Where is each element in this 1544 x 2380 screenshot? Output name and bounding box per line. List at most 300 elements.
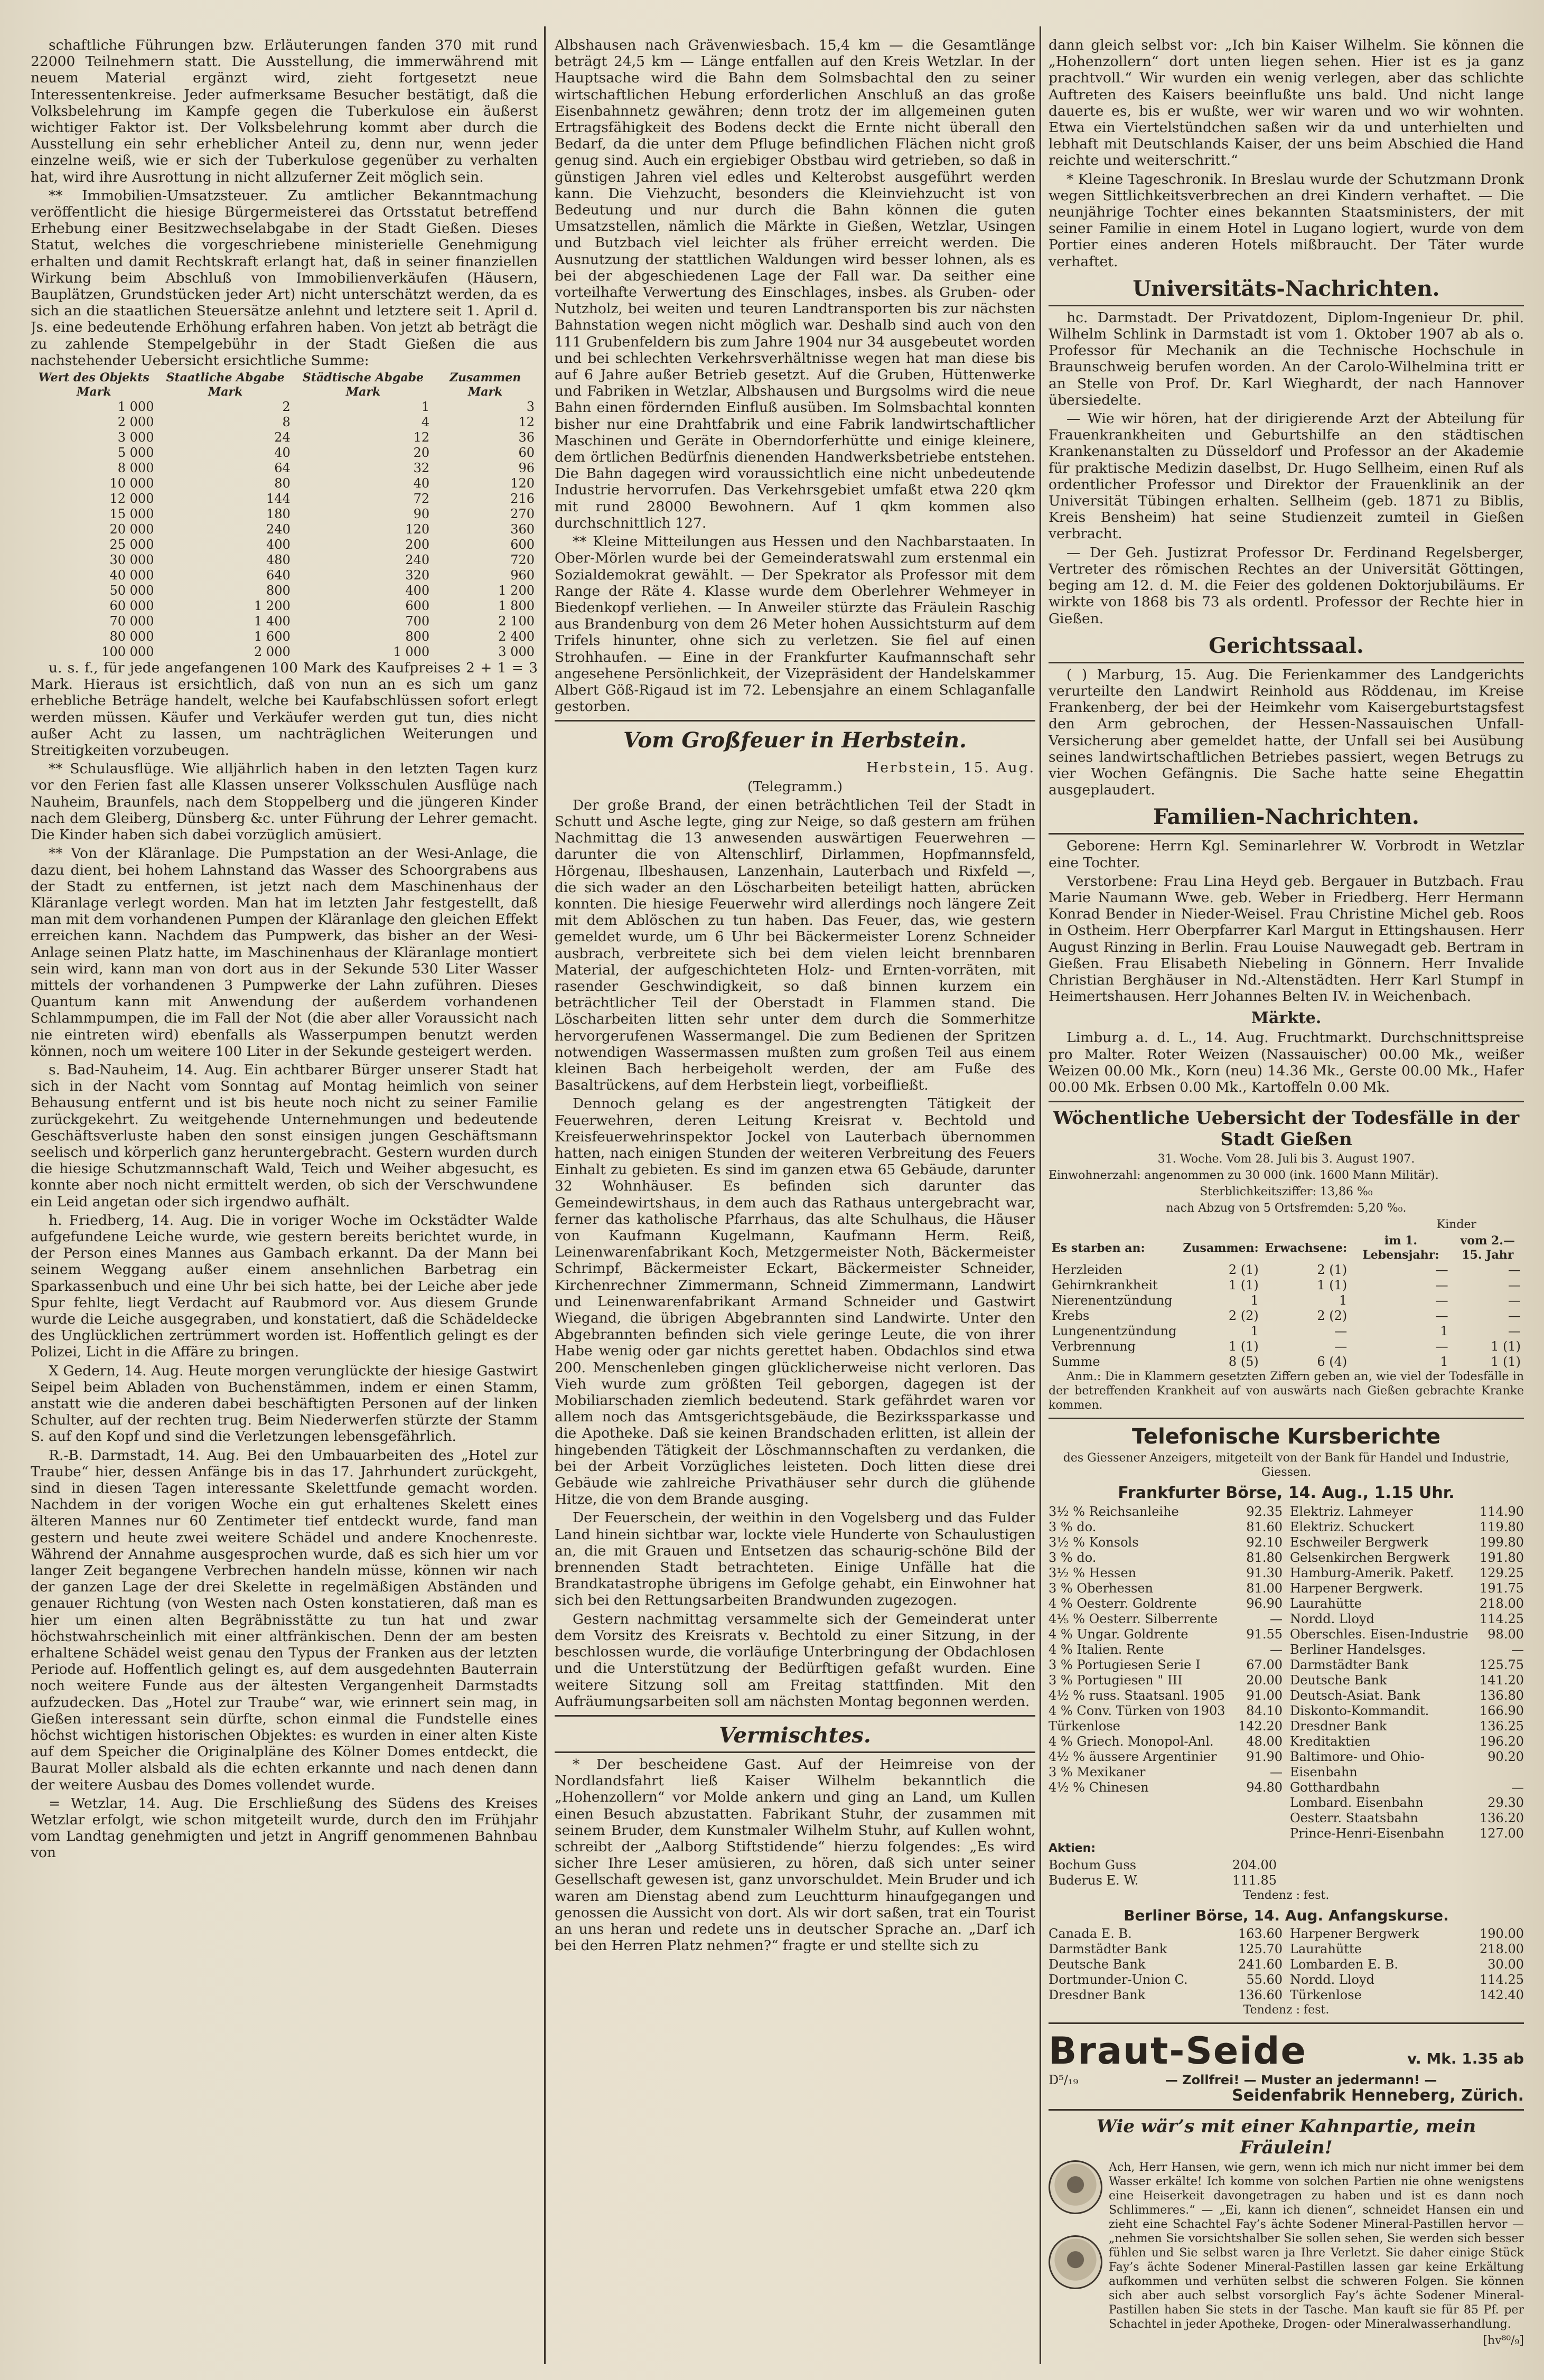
aktien-title: Aktien: (1049, 1842, 1096, 1856)
table-cell: 1 000 (393, 644, 430, 660)
quote-value: 166.90 (1480, 1703, 1524, 1719)
table-cell: 20 000 (109, 522, 154, 537)
quote-value: 142.20 (1238, 1719, 1283, 1734)
quote-name: Gelsenkirchen Bergwerk (1290, 1550, 1450, 1566)
table-cell: — (1508, 1324, 1521, 1339)
portrait-illustration-icon (1049, 2235, 1102, 2289)
portrait-illustration-icon (1049, 2160, 1102, 2214)
table-cell: 40 (274, 445, 291, 461)
table-cell: — (1334, 1339, 1348, 1354)
table-cell: 2 (282, 399, 291, 415)
quote-row (1290, 1535, 1524, 1550)
quote-row (1290, 1811, 1524, 1826)
quote-name: 3 % do. (1049, 1520, 1097, 1535)
quote-value: 125.75 (1480, 1657, 1524, 1673)
quote-value: 67.00 (1246, 1657, 1283, 1673)
table-cell: — (1435, 1262, 1448, 1278)
quote-name: Oesterr. Staatsbahn (1290, 1811, 1418, 1826)
quote-row (1049, 1780, 1283, 1795)
table-cell: 20 (413, 445, 430, 461)
table-cell: Nierenentzündung (1052, 1293, 1173, 1308)
quote-value: 199.80 (1480, 1535, 1524, 1550)
table-cell: 1 (1440, 1324, 1448, 1339)
table-cell: 12 (518, 415, 535, 430)
table-cell: Lungenentzündung (1052, 1324, 1177, 1339)
table-cell: — (1435, 1278, 1448, 1293)
divider (1049, 1101, 1524, 1102)
table-cell: 2 000 (254, 644, 291, 660)
quote-value: 55.60 (1246, 1972, 1283, 1988)
quote-row (1290, 1719, 1524, 1734)
quote-row (1049, 1972, 1283, 1988)
table-cell: 10 000 (109, 476, 154, 491)
quote-row (1290, 1972, 1524, 1988)
table-row (31, 522, 538, 537)
table-cell: 360 (510, 522, 535, 537)
quote-value: 29.30 (1487, 1795, 1524, 1811)
article-text: Limburg a. d. L., 14. Aug. Fruchtmarkt. Durchschnittspreise pro Malter. Roter Weizen (Nassauischer) 00.00 Mk., weißer Weizen 00.00 Mk., Korn (neu) 14.36 Mk., Gerste 00.00 Mk., Hafer 00.00 Mk. Erbsen 0.00 Mk., Kartoffeln 0.00 Mk. (1049, 1029, 1524, 1095)
tax-table (31, 371, 538, 660)
divider (555, 1715, 1035, 1717)
table-cell: Herzleiden (1052, 1262, 1122, 1278)
quote-name: Darmstädter Bank (1049, 1942, 1167, 1957)
table-cell: 270 (510, 507, 535, 522)
table-cell: 40 000 (109, 568, 154, 583)
quote-name: Dresdner Bank (1290, 1719, 1387, 1734)
divider (555, 720, 1035, 722)
quote-row (1049, 1873, 1277, 1888)
table-cell: 64 (274, 461, 291, 476)
table-row (31, 644, 538, 660)
quote-value: — (1511, 1780, 1524, 1795)
kurs-subtitle: des Giessener Anzeigers, mitgeteilt von der Bank für Handel und Industrie, Giessen. (1063, 1451, 1510, 1479)
quote-name: 3 % Mexikaner (1049, 1765, 1146, 1780)
quote-row (1290, 1627, 1524, 1642)
table-cell: 1 400 (254, 614, 291, 629)
quote-row (1290, 1957, 1524, 1972)
quote-name: Bochum Guss (1049, 1858, 1137, 1873)
quote-value: 91.30 (1246, 1566, 1283, 1581)
table-cell: 1 (1) (1228, 1278, 1259, 1293)
quote-name: 4 % Conv. Türken von 1903 (1049, 1703, 1225, 1719)
quote-name: 3½ % Reichsanleihe (1049, 1504, 1179, 1520)
death-rate-adjusted: nach Abzug von 5 Ortsfremden: 5,20 %₀. (1166, 1202, 1407, 1215)
tax-table-body (31, 399, 538, 660)
quote-name: 3½ % Hessen (1049, 1566, 1137, 1581)
table-header: Wert des Objekts Mark (38, 371, 149, 399)
column-rule (1040, 26, 1041, 2364)
ad-title: Braut-Seide (1049, 2029, 1307, 2073)
article-text: — Der Geh. Justizrat Professor Dr. Ferdinand Regelsberger, Vertreter des römischen Rechtes an der Universität Göttingen, beging am 12. d. M. die Feier des goldenen Doktorjubiläums. Er wirkte von 1868 bis 73 als ordentl. Professor der Rechte hier in Gießen. (1049, 544, 1524, 627)
quote-name: Laurahütte (1290, 1596, 1362, 1611)
quote-row (1290, 1504, 1524, 1520)
exchange-title: Berliner Börse, 14. Aug. Anfangskurse. (1124, 1907, 1449, 1925)
quote-name: Türkenlose (1290, 1988, 1362, 2003)
table-header: Städtische Abgabe Mark (302, 371, 424, 399)
table-header: im 1. Lebensjahr: (1362, 1234, 1439, 1262)
quote-row (1049, 1942, 1283, 1957)
table-cell: 3 000 (117, 430, 154, 445)
table-row (31, 629, 538, 644)
quote-name: Harpener Bergwerk (1290, 1926, 1419, 1942)
article-text: Der große Brand, der einen beträchtlichen Teil der Stadt in Schutt und Asche legte, ging zur Neige, so daß gestern am frühen Nachmittag die 13 anwesenden auswärtigen Feuerwehren — darunter die von Altenschlirf, Dirlammen, Hopfmannsfeld, Hörgenau, Ilbeshausen, Lanzenhain, Lauterbach und Rixfeld —, die sich wader an den Löscharbeiten beteiligt hatten, abrücken konnten. Die hiesige Feuerwehr wird allerdings noch längere Zeit mit dem Ablöschen zu tun haben. Das Feuer, das, wie gestern gemeldet wurde, um 6 Uhr bei Bäckermeister Lorenz Schneider ausbrach, verbreitete sich bei dem vielen leicht brennbaren Material, der aufgeschichteten Holz- und Ernten-vorräten, mit rasender Geschwindigkeit, so daß binnen kurzem ein beträchtlicher Teil der Oberstadt in Flammen stand. Die Löscharbeiten litten sehr unter dem durch die Sommerhitze hervorgerufenen Wassermangel. Die zum Bedienen der Spritzen notwendigen Wassermassen mußten zum großen Teil aus einem kleinen Bach herbeigeholt werden, der am Fuße des Basaltrückens, auf dem Herbstein liegt, vorbeifließt. (555, 797, 1035, 1094)
quote-row (1290, 1611, 1524, 1627)
quote-name: 3½ % Konsols (1049, 1535, 1139, 1550)
death-note: Anm.: Die in Klammern gesetzten Ziffern geben an, wie viel der Todesfälle in der betreffenden Krankheit auf von auswärts nach Gießen gebrachte Kranke kommen. (1049, 1370, 1524, 1412)
quote-name: Prince-Henri-Eisenbahn (1290, 1826, 1445, 1841)
article-text: Albshausen nach Grävenwiesbach. 15,4 km — die Gesamtlänge beträgt 24,5 km — Länge entfallen auf den Kreis Wetzlar. In der Hauptsache wird die Bahn dem Solmsbachtal den zu seiner wirtschaftlichen Hebung erforderlichen Anschluß an das große Eisenbahnnetz gewähren; denn trotz der im allgemeinen guten Ertragsfähigkeit des Bodens deckt die Ernte nicht überall den Bedarf, da die unter dem Pfluge befindlichen Flächen nicht groß genug sind. Auch ein ergiebiger Obstbau wird getrieben, so daß in günstigen Jahren viel edles und Kelterobst ausgeführt werden kann. Die Viehzucht, besonders die Kleinviehzucht ist von Bedeutung und nur durch die Bahn können die guten Umsatzstellen, nämlich die Märkte in Gießen, Wetzlar, Usingen und Butzbach viel leichter als früher erreicht werden. Die Ausnutzung der stattlichen Waldungen wird besser lohnen, als es bei der abgeschiedenen Lage der Fall war. Da seither eine vorteilhafte Verwertung des Einschlages, insbes. als Gruben- oder Nutzholz, bei weiten und teuren Landtransporten bis zur nächsten Bahnstation wegen nicht möglich war. Deshalb sind auch von den 111 Grubenfeldern bis zum Jahre 1904 nur 34 ausgebeutet worden und bei schlechten Verkehrsverhältnisse wegen hat man diese bis auf 6 Jahre außer Betrieb gesetzt. Auf die Gruben, Hüttenwerke und Fabriken in Wetzlar, Albshausen und Burgsolms wird die neue Bahn einen fördernden Einfluß ausüben. Im Solmsbachtal konnten bisher nur eine Drahtfabrik und eine Fabrik landwirtschaftlicher Maschinen und Geräte in Oberndorferhütte und einige kleinere, dem örtlichen Bedürfnis dienenden Handwerksbetriebe entstehen. Die Bahn dagegen wird voraussichtlich eine nicht unbedeutende Industrie hervorrufen. Das Verkehrsgebiet umfaßt etwa 220 qkm mit rund 28000 Bewohnern. Auf 1 qkm kommen also durchschnittlich 127. (555, 37, 1035, 531)
divider (1049, 2109, 1524, 2111)
table-row (31, 583, 538, 598)
quote-name: Nordd. Lloyd (1290, 1611, 1374, 1627)
quote-value: 92.10 (1246, 1535, 1283, 1550)
quote-row (1290, 1988, 1524, 2003)
ad-price: v. Mk. 1.35 ab (1407, 2050, 1524, 2068)
article-text: ( ) Marburg, 15. Aug. Die Ferienkammer des Landgerichts verurteilte den Landwirt Reinhold aus Röddenau, im Kreise Frankenberg, der bei der Heimkehr vom Kaisergeburtstagsfest den Arm gebrochen, der Hessen-Nassauischen Unfall-Versicherung aber gemeldet hatte, der Unfall sei bei Ausübung seines landwirtschaftlichen Betriebes passiert, wegen Betrugs zu vier Wochen Gefängnis. Die Sache hatte seine Ehegattin ausgeplaudert. (1049, 666, 1524, 799)
table-cell: 400 (405, 583, 430, 598)
quote-name: Elektriz. Lahmeyer (1290, 1504, 1413, 1520)
article-text: s. Bad-Nauheim, 14. Aug. Ein achtbarer Bürger unserer Stadt hat sich in der Nacht vom Sonntag auf Montag heimlich von seiner Behausung entfernt und ist bis heute noch nicht zu seiner Familie zurückgekehrt. Zu weitgehende Unternehmungen und bedeutende Geschäftsverluste haben den sonst einsigen jungen Geschäftsmann seelisch und körperlich ganz heruntergebracht. Gestern wurden durch die hiesige Schutzmannschaft Wald, Teich und Weiher abgesucht, es konnte aber noch nicht ermittelt werden, ob sich der Verschwundene ein Leid angetan oder sich irgendwo aufhält. (31, 1061, 538, 1210)
table-cell: 5 000 (117, 445, 154, 461)
table-row (31, 476, 538, 491)
table-cell: 1 600 (254, 629, 291, 644)
quote-row (1049, 1988, 1283, 2003)
table-cell: — (1508, 1278, 1521, 1293)
quote-row (1049, 1611, 1283, 1627)
table-cell: 1 (1440, 1354, 1448, 1370)
table-cell: 120 (510, 476, 535, 491)
quote-name: 3 % Portugiesen Serie I (1049, 1657, 1201, 1673)
ad-code: [hv⁸⁰/₉] (1483, 2334, 1524, 2348)
table-cell: 240 (266, 522, 291, 537)
quote-row (1049, 1504, 1283, 1520)
quote-row (1049, 1858, 1277, 1873)
berlin-quotes (1049, 1926, 1524, 2003)
quote-name: Kreditaktien (1290, 1734, 1371, 1749)
table-cell: 1 200 (254, 598, 291, 614)
table-cell: 60 (518, 445, 535, 461)
table-header: Staatliche Abgabe Mark (166, 371, 285, 399)
quote-row (1049, 1734, 1283, 1749)
quote-row (1290, 1942, 1524, 1957)
quote-name: 3 % Oberhessen (1049, 1581, 1153, 1596)
death-kinder-label: Kinder (1436, 1218, 1476, 1232)
table-cell: 1 (1) (1317, 1278, 1348, 1293)
quote-list-left (1049, 1926, 1283, 2003)
table-cell: 320 (405, 568, 430, 583)
quote-name: 4⅕ % Oesterr. Silberrente (1049, 1611, 1218, 1627)
quote-row (1290, 1657, 1524, 1673)
table-cell: 640 (266, 568, 291, 583)
table-cell: 2 (1) (1228, 1262, 1259, 1278)
quote-row (1290, 1566, 1524, 1581)
quote-name: Elektriz. Schuckert (1290, 1520, 1414, 1535)
section-title: Telefonische Kursberichte (1131, 1425, 1440, 1449)
telegram-label: (Telegramm.) (747, 778, 843, 795)
table-cell: 60 000 (109, 598, 154, 614)
table-cell: 8 (282, 415, 291, 430)
article-text: X Gedern, 14. Aug. Heute morgen verunglückte der hiesige Gastwirt Seipel beim Abladen von Buchenstämmen, indem er einen Stamm, anstatt wie die anderen dabei beschäftigten Personen auf der linken Schulter, auf der rechten trug. Beim Niederwerfen stürzte der Stamm S. auf den Kopf und sind die Verletzungen lebensgefährlich. (31, 1362, 538, 1445)
quote-name: Oberschles. Eisen-Industrie (1290, 1627, 1468, 1642)
table-cell: 80 000 (109, 629, 154, 644)
quote-row (1290, 1926, 1524, 1942)
quote-name: Dresdner Bank (1049, 1988, 1146, 2003)
table-cell: 3 000 (498, 644, 535, 660)
column-1 (31, 37, 538, 2359)
table-row (1049, 1262, 1524, 1278)
table-row (1049, 1324, 1524, 1339)
quote-row (1049, 1657, 1283, 1673)
table-cell: 72 (413, 491, 430, 507)
section-title: Vermischtes. (555, 1722, 1035, 1753)
ad-text: — Zollfrei! — Muster an jedermann! — (1165, 2073, 1437, 2088)
quote-value: 30.00 (1487, 1957, 1524, 1972)
quote-name: Laurahütte (1290, 1942, 1362, 1957)
quote-row (1290, 1826, 1524, 1841)
quote-row (1049, 1520, 1283, 1535)
table-cell: 8 000 (117, 461, 154, 476)
quote-value: 129.25 (1480, 1566, 1524, 1581)
table-cell: 800 (405, 629, 430, 644)
table-row (31, 598, 538, 614)
article-text: ** Schulausflüge. Wie alljährlich haben in den letzten Tagen kurz vor den Ferien fast alle Klassen unserer Volksschulen Ausflüge nach Nauheim, Braunfels, nach dem Stoppelberg und die jüngeren Kinder nach dem Gleiberg, Dünsberg &c. unter Führung der Lehrer gemacht. Die Kinder haben sich dabei vorzüglich amüsiert. (31, 761, 538, 844)
section-title: Gerichtssaal. (1049, 632, 1524, 663)
table-row (31, 430, 538, 445)
section-title: Märkte. (1251, 1009, 1322, 1028)
table-cell: 30 000 (109, 552, 154, 568)
quote-row (1290, 1734, 1524, 1749)
section-title: Vom Großfeuer in Herbstein. (623, 728, 967, 753)
column-2 (555, 37, 1035, 2359)
table-cell: 800 (266, 583, 291, 598)
table-header: vom 2.—15. Jahr (1460, 1234, 1515, 1262)
quote-row (1049, 1642, 1283, 1657)
article-text: Dennoch gelang es der angestrengten Tätigkeit der Feuerwehren, deren Leitung Kreisrat v. Bechtold und Kreisfeuerwehrinspektor Jockel von Lauterbach übernommen hatten, nach einigen Stunden der weiteren Verbreitung des Feuers Einhalt zu gebieten. Es sind im ganzen etwa 65 Gebäude, darunter 32 Wohnhäuser. Es befinden sich darunter das Gemeindewirtshaus, in dem auch das Rathaus untergebracht war, ferner das katholische Pfarrhaus, das alte Schulhaus, die Häuser von Kaufmann Kugelmann, Kaufmann Herm. Reiß, Leinenwarenfabrikant Koch, Metzgermeister Noth, Bäckermeister Schrimpf, Bäckermeister Eckart, Bäckermeister Schneider, Kirchenrechner Zimmermann, Schneid Zimmermann, Landwirt und Leinenwarenfabrikant Armand Schneider und Gastwirt Wiegand, die übrigen Abgebrannten sind Landwirte. Unter den Abgebrannten befinden sich viele geringe Leute, die von ihrer Habe wenig oder gar nichts gerettet haben. Obdachlos sind etwa 200. Menschenleben gingen glücklicherweise nicht verloren. Das Vieh wurde zum größten Teil geborgen, dagegen ist der Mobiliarschaden ziemlich bedeutend. Stark gefährdet waren vor allem noch das Amtsgerichtsgebäude, die Bezirkssparkasse und die Apotheke. Daß sie keinen Brandschaden erlitten, ist allein der hingebenden Tätigkeit der Löschmannschaften zu verdanken, die bei der Arbeit Vorzügliches leisteten. Doch litten diese drei Gebäude wie zahlreiche Privathäuser sehr durch die glühende Hitze, die von dem Brande ausging. (555, 1095, 1035, 1508)
death-week: 31. Woche. Vom 28. Juli bis 3. August 1907. (1157, 1152, 1415, 1166)
table-cell: 96 (518, 461, 535, 476)
quote-value: 98.00 (1487, 1627, 1524, 1642)
quote-name: Eschweiler Bergwerk (1290, 1535, 1428, 1550)
table-cell: 400 (266, 537, 291, 552)
table-cell: 40 (413, 476, 430, 491)
quote-row (1290, 1780, 1524, 1795)
quote-row (1049, 1926, 1283, 1942)
table-cell: 1 000 (117, 399, 154, 415)
table-cell: 3 (526, 399, 535, 415)
quote-value: 127.00 (1480, 1826, 1524, 1841)
quote-row (1290, 1673, 1524, 1688)
quote-name: Berliner Handelsges. (1290, 1642, 1426, 1657)
quote-name: 3 % Portugiesen " III (1049, 1673, 1183, 1688)
quote-value: 91.00 (1246, 1688, 1283, 1703)
table-cell: 15 000 (109, 507, 154, 522)
quote-row (1290, 1749, 1524, 1780)
table-cell: 50 000 (109, 583, 154, 598)
quote-list-left (1049, 1504, 1283, 1841)
quote-name: Deutsche Bank (1290, 1673, 1387, 1688)
table-row (1049, 1308, 1524, 1324)
quote-name: 4 % Oesterr. Goldrente (1049, 1596, 1197, 1611)
quote-name: 4½ % russ. Staatsanl. 1905 (1049, 1688, 1225, 1703)
table-row (31, 461, 538, 476)
table-cell: 12 (413, 430, 430, 445)
section-title: Familien-Nachrichten. (1049, 803, 1524, 835)
quote-row (1290, 1703, 1524, 1719)
article-text: ** Immobilien-Umsatzsteuer. Zu amtlicher Bekanntmachung veröffentlicht die hiesige Bürgermeisterei das Ortsstatut betreffend Erhebung einer Besitzwechselabgabe in der Stadt Gießen. Dieses Statut, welches die vorgeschriebene ministerielle Genehmigung erhalten und damit Rechtskraft erlangt hat, daß in seiner finanziellen Wirkung beim Abschluß von Immobilienverkäufen (Häusern, Bauplätzen, Grundstücken jeder Art) nicht unterschätzt werden, da es sich an die staatlichen Steuersätze anlehnt und letztere seit 1. April d. Js. eine bedeutende Erhöhung erfahren haben. Von jetzt ab beträgt die zu zahlende Stempelgebühr in der Stadt Gießen die aus nachstehender Uebersicht ersichtliche Summe: (31, 187, 538, 369)
quote-name: Deutsche Bank (1049, 1957, 1146, 1972)
quote-row (1290, 1688, 1524, 1703)
article-text: Der Feuerschein, der weithin in den Vogelsberg und das Fulder Land hinein sichtbar war, lockte viele Hunderte von Schaulustigen an, die mit Grauen und Entsetzen das schaurig-schöne Bild der brennenden Stadt betrachteten. Einige Unfälle hat die Brandkatastrophe übrigens im Gefolge gehabt, ein Einwohner hat sich bei den Rettungsarbeiten Brandwunden zugezogen. (555, 1510, 1035, 1609)
table-cell: 70 000 (109, 614, 154, 629)
quote-name: Nordd. Lloyd (1290, 1972, 1374, 1988)
article-text: u. s. f., für jede angefangenen 100 Mark des Kaufpreises 2 + 1 = 3 Mark. Hieraus ist ersichtlich, daß von nun an es sich um ganz erhebliche Beträge handelt, welche bei Kaufabschlüssen sofort erlegt werden müssen. Käufer und Verkäufer werden gut tun, dies nicht außer Acht zu lassen, um nachträglichen Weiterungen und Streitigkeiten vorzubeugen. (31, 660, 538, 759)
table-cell: — (1435, 1308, 1448, 1324)
table-row (1049, 1278, 1524, 1293)
tendenz: Tendenz : fest. (1243, 2003, 1330, 2017)
quote-value: 90.20 (1487, 1749, 1524, 1765)
quote-value: 111.85 (1232, 1873, 1277, 1888)
table-cell: 1 (1250, 1293, 1259, 1308)
table-cell: — (1508, 1293, 1521, 1308)
ad-firm: Seidenfabrik Henneberg, Zürich. (1232, 2086, 1524, 2105)
quote-value: 241.60 (1238, 1957, 1283, 1972)
table-cell: — (1508, 1308, 1521, 1324)
quote-value: 163.60 (1238, 1926, 1283, 1942)
table-cell: 1 (1250, 1324, 1259, 1339)
table-row (31, 507, 538, 522)
table-cell: 100 000 (101, 644, 154, 660)
quote-value: — (1270, 1765, 1283, 1780)
quote-row (1049, 1627, 1283, 1642)
quote-name: Diskonto-Kommandit. (1290, 1703, 1429, 1719)
article-text: Verstorbene: Frau Lina Heyd geb. Bergauer in Butzbach. Frau Marie Naumann Wwe. geb. Weber in Friedberg. Herr Hermann Konrad Bender in Nieder-Weisel. Frau Christine Michel geb. Roos in Ostheim. Herr Oberpfarrer Karl Margut in Ettingshausen. Herr August Rinzing in Berlin. Frau Louise Nauwegadt geb. Bertram in Gießen. Frau Elisabeth Niebeling in Gönnern. Herr Invalide Christian Berghäuser in Nd.-Altenstädten. Herr Karl Stumpf in Heimertshausen. Herr Johannes Belten IV. in Weichenbach. (1049, 873, 1524, 1005)
quote-name: Lombarden E. B. (1290, 1957, 1398, 1972)
table-row (31, 491, 538, 507)
table-cell: 2 (2) (1228, 1308, 1259, 1324)
quote-name: Lombard. Eisenbahn (1290, 1795, 1424, 1811)
column-rule (544, 26, 546, 2364)
quote-list-right (1290, 1504, 1524, 1841)
quote-value: 119.80 (1480, 1520, 1524, 1535)
death-rate: Sterblichkeitsziffer: 13,86 %₀ (1200, 1185, 1373, 1199)
quote-row (1290, 1550, 1524, 1566)
table-cell: 240 (405, 552, 430, 568)
quote-name: Gotthardbahn (1290, 1780, 1380, 1795)
table-cell: 1 (1339, 1293, 1348, 1308)
quote-name: Buderus E. W. (1049, 1873, 1139, 1888)
quote-list-right (1290, 1926, 1524, 2003)
quote-value: 141.20 (1480, 1673, 1524, 1688)
table-row (1049, 1293, 1524, 1308)
quote-value: 136.80 (1480, 1688, 1524, 1703)
quote-row (1049, 1765, 1283, 1780)
table-cell: 120 (405, 522, 430, 537)
quote-row (1290, 1795, 1524, 1811)
table-cell: 12 000 (109, 491, 154, 507)
quote-name: Canada E. B. (1049, 1926, 1132, 1942)
table-cell: 2 100 (498, 614, 535, 629)
ad-title: Wie wär’s mit einer Kahnpartie, mein Fräulein! (1096, 2116, 1476, 2159)
quote-row (1049, 1566, 1283, 1581)
ad-line (1049, 2073, 1524, 2087)
article-text: hc. Darmstadt. Der Privatdozent, Diplom-Ingenieur Dr. phil. Wilhelm Schlink in Darmstadt ist vom 1. Oktober 1907 ab als o. Professor für Mechanik an die Technische Hochschule in Braunschweig berufen worden. An der Carolo-Wilhelmina tritt er an Stelle von Prof. Dr. Karl Wieghardt, der nach Hannover übersiedelte. (1049, 309, 1524, 408)
quote-value: 96.90 (1246, 1596, 1283, 1611)
quote-row (1290, 1581, 1524, 1596)
table-cell: 2 000 (117, 415, 154, 430)
quote-name: Harpener Bergwerk. (1290, 1581, 1424, 1596)
article-text: = Wetzlar, 14. Aug. Die Erschließung des Südens des Kreises Wetzlar erfolgt, wie schon mitgeteilt wurde, durch den im Frühjahr vom Landtag genehmigten und jetzt in Angriff genommenen Bahnbau von (31, 1795, 538, 1861)
article-text: schaftliche Führungen bzw. Erläuterungen fanden 370 mit rund 22000 Teilnehmern statt. Die Ausstellung, die immerwährend mit neuem Material ergänzt wird, zieht fortgesetzt neue Interessentenkreise. Jeder aufmerksame Besucher bestätigt, daß die Volksbelehrung im Kampfe gegen die Tuberkulose ein äußerst wichtiger Faktor ist. Der Volksbelehrung kommt aber durch die Ausstellung ein sehr erheblicher Anteil zu, denn nur, wenn jeder einzelne weiß, wie er sich der Tuberkulose gegenüber zu verhalten hat, wird ihre Ausrottung in nicht allzuferner Zeit möglich sein. (31, 37, 538, 185)
table-cell: — (1334, 1324, 1348, 1339)
quote-row (1049, 1673, 1283, 1688)
ad-kahnpartie (1049, 2160, 1524, 2334)
table-cell: Gehirnkrankheit (1052, 1278, 1158, 1293)
quote-row (1049, 1581, 1283, 1596)
table-cell: Krebs (1052, 1308, 1090, 1324)
quote-name: Dortmunder-Union C. (1049, 1972, 1188, 1988)
table-header: Zusammen Mark (449, 371, 521, 399)
article-text: ** Von der Kläranlage. Die Pumpstation an der Wesi-Anlage, die dazu dient, bei hohem Lahnstand das Wasser des Schoorgrabens aus der Stadt zu entfernen, ist jetzt nach dem Maschinenhaus der Kläranlage verlegt worden. Man hat im letzten Jahr festgestellt, daß man mit dem vorhandenen Pumpen der Kläranlage den gleichen Effekt erreichen kann. Nachdem das Pumpwerk, das bisher an der Wesi-Anlage seinen Platz hatte, im Maschinenhaus der Kläranlage montiert sein wird, kann man von dort aus in der Sekunde 530 Liter Wasser mittels der vorhandenen 3 Pumpwerke der Lahn zuführen. Dieses Quantum kann mit Anwendung der außerdem vorhandenen Schlammpumpen, die im Fall der Not (die aber aller Voraussicht nach nie eintreten wird) ebenfalls als Wasserpumpen benutzt werden können, noch um weitere 100 Liter in der Sekunde gesteigert werden. (31, 845, 538, 1060)
quote-value: 81.80 (1246, 1550, 1283, 1566)
table-cell: 216 (510, 491, 535, 507)
table-cell: 80 (274, 476, 291, 491)
article-text: Gestern nachmittag versammelte sich der Gemeinderat unter dem Vorsitz des Kreisrats v. Bechtold zu einer Sitzung, in der beschlossen wurde, die vorläufige Unterbringung der Obdachlosen und die Unterstützung der Bedürftigen gefaßt wurden. Eine weitere Sitzung soll am Freitag stattfinden. Mit den Aufräumungsarbeiten soll am nächsten Montag begonnen werden. (555, 1610, 1035, 1710)
quote-value: 81.00 (1246, 1581, 1283, 1596)
table-row (31, 552, 538, 568)
quote-value: 142.40 (1480, 1988, 1524, 2003)
article-text: R.-B. Darmstadt, 14. Aug. Bei den Umbauarbeiten des „Hotel zur Traube“ hier, dessen Anfänge bis in das 17. Jahrhundert zurückgeht, sind in diesen Tagen interessante Skelettfunde gemacht worden. Nachdem in der vorigen Woche ein gut erhaltenes Skelett eines älteren Mannes nur 60 Zentimeter tief entdeckt wurde, fand man gestern und heute zwei weitere Schädel und andere Knochenreste. Während der Annahme ausgesprochen wurde, daß es sich hier um vor langer Zeit begangene Verbrechen handeln müsse, können wir nach der ganzen Lage der drei Skelette in regelmäßigen Abständen und genauer Richtung (von Westen nach Osten konstatieren, daß man es hier um einen alten Begräbnisstätte zu tun hat und zwar höchstwahrscheinlich mit einer altfränkischen. Denn der am besten erhaltene Schädel weist genau den Typus der Franken aus der letzten Periode auf. Hoffentlich gelingt es, auf dem ausgedehnten Bauterrain noch weitere Funde aus der ältesten Vergangenheit Darmstadts aufzudecken. Das „Hotel zur Traube“ war, wie erinnert sein mag, in Gießen interessant sein dürfte, schon einmal die Fundstelle eines höchst wichtigen historischen Objektes: es wurden in einer alten Kiste auf dem Speicher die Originalpläne des Kölner Domes entdeckt, die Baurat Moller alsbald als die echten erkannte und nach denen dann der weitere Ausbau des Domes vollendet wurde. (31, 1447, 538, 1793)
table-cell: 1 (1) (1228, 1339, 1259, 1354)
quote-value: 136.20 (1480, 1811, 1524, 1826)
table-cell: 1 (1) (1491, 1354, 1521, 1370)
article-text: — Wie wir hören, hat der dirigierende Arzt der Abteilung für Frauenkrankheiten und Geburtshilfe an den städtischen Krankenanstalten zu Düsseldorf und Professor an der Akademie für praktische Medizin daselbst, Dr. Hugo Sellheim, einen Ruf als ordentlicher Professor und Direktor der Frauenklinik an der Universität Tübingen erhalten. Sellheim (geb. 1871 zu Biblis, Kreis Bensheim) hat seine Studienzeit zumteil in Gießen verbracht. (1049, 410, 1524, 542)
table-cell: 8 (5) (1228, 1354, 1259, 1370)
quote-value: 84.10 (1246, 1703, 1283, 1719)
quote-row (1049, 1550, 1283, 1566)
table-cell: Summe (1052, 1354, 1100, 1370)
column-3 (1049, 37, 1524, 2359)
table-cell: 90 (413, 507, 430, 522)
quote-name: Baltimore- und Ohio-Eisenbahn (1290, 1749, 1425, 1780)
table-cell: 1 (421, 399, 430, 415)
table-header: Erwachsene: (1265, 1241, 1348, 1255)
quote-row (1049, 1703, 1283, 1719)
table-cell: 180 (266, 507, 291, 522)
table-cell: 200 (405, 537, 430, 552)
quote-name: 4½ % Chinesen (1049, 1780, 1149, 1795)
table-cell: 1 200 (498, 583, 535, 598)
table-cell: 720 (510, 552, 535, 568)
table-cell: 25 000 (109, 537, 154, 552)
table-row (31, 415, 538, 430)
ad-braut-seide (1049, 2029, 1524, 2073)
table-cell: 24 (274, 430, 291, 445)
table-header: Zusammen: (1183, 1241, 1259, 1255)
quote-name: 4 % Ungar. Goldrente (1049, 1627, 1189, 1642)
quote-name: 4½ % äussere Argentinier (1049, 1749, 1217, 1765)
quote-name: Türkenlose (1049, 1719, 1120, 1734)
frankfurt-quotes (1049, 1504, 1524, 1841)
article-text: * Kleine Tageschronik. In Breslau wurde der Schutzmann Dronk wegen Sittlichkeitsverbrechen an drei Kindern verhaftet. — Die neunjährige Tochter eines bekannten Staatsministers, der mit seiner Familie in einem Hotel in Lugano logiert, wurde von dem Portier eines anderen Hotels mißbraucht. Der Täter wurde verhaftet. (1049, 171, 1524, 270)
quote-value: — (1511, 1642, 1524, 1657)
table-cell: 1 (1) (1491, 1339, 1521, 1354)
quote-value: 218.00 (1480, 1596, 1524, 1611)
table-cell: — (1508, 1262, 1521, 1278)
article-text: Geborene: Herrn Kgl. Seminarlehrer W. Vorbrodt in Wetzlar eine Tochter. (1049, 838, 1524, 871)
quote-value: 191.75 (1480, 1581, 1524, 1596)
quote-value: 114.90 (1480, 1504, 1524, 1520)
quote-value: 94.80 (1246, 1780, 1283, 1795)
